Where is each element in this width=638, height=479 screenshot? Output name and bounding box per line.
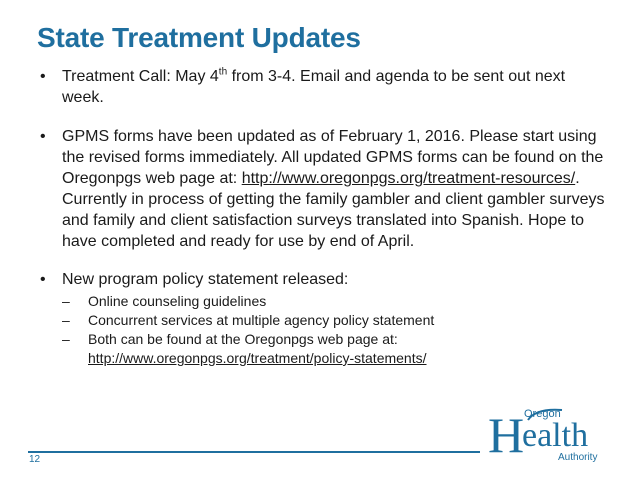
sub-item-text: Both can be found at the Oregonpgs web page at:	[88, 331, 398, 347]
ordinal-suffix: th	[218, 66, 228, 78]
policy-sublist	[40, 292, 610, 368]
sub-marker: –	[62, 312, 70, 328]
bullet-text: GPMS forms have been updated as of February 1, 2016. Please start using the revised forms immediately. All updated GPMS forms can be found on the Oregonpgs web page at:	[62, 128, 604, 187]
treatment-resources-link[interactable]: http://www.oregonpgs.org/treatment-resources/	[241, 170, 576, 187]
page-number: 12	[29, 454, 41, 465]
sub-item-text: Online counseling guidelines	[88, 293, 267, 309]
sub-marker: –	[62, 331, 70, 347]
oregon-health-authority-logo	[488, 404, 608, 466]
logo-oregon-text: Oregon	[524, 408, 561, 420]
bullet-gpms-forms	[40, 126, 610, 252]
logo-h-letter: H	[488, 407, 525, 463]
bullet-marker: •	[40, 128, 46, 145]
bullet-list	[40, 66, 610, 368]
sub-item-web-page	[62, 330, 610, 368]
sub-item-text: Concurrent services at multiple agency policy statement	[88, 312, 435, 328]
sub-item-online-counseling	[62, 292, 610, 311]
policy-statements-link[interactable]: http://www.oregonpgs.org/treatment/policy-statements/	[88, 350, 427, 366]
sub-item-concurrent-services	[62, 311, 610, 330]
bullet-text: New program policy statement released:	[62, 271, 349, 288]
bullet-text-cont: . Currently in process of getting the family gambler and client gambler surveys and family and client satisfaction surveys translated into Spanish. Hope to have completed and ready for use by end of April.	[62, 170, 605, 250]
logo-authority-text: Authority	[558, 452, 598, 463]
sub-marker: –	[62, 293, 70, 309]
bullet-treatment-call	[40, 66, 610, 108]
bullet-text-cont: from 3-4. Email and agenda to be sent out next week.	[62, 68, 566, 106]
bullet-text: Treatment Call: May 4	[62, 68, 219, 85]
bullet-policy-statement	[40, 269, 610, 290]
footer-divider	[28, 451, 480, 453]
slide-title: State Treatment Updates	[37, 22, 361, 53]
bullet-marker: •	[40, 68, 46, 85]
logo-ealth-text: ealth	[522, 417, 589, 454]
bullet-marker: •	[40, 271, 46, 288]
